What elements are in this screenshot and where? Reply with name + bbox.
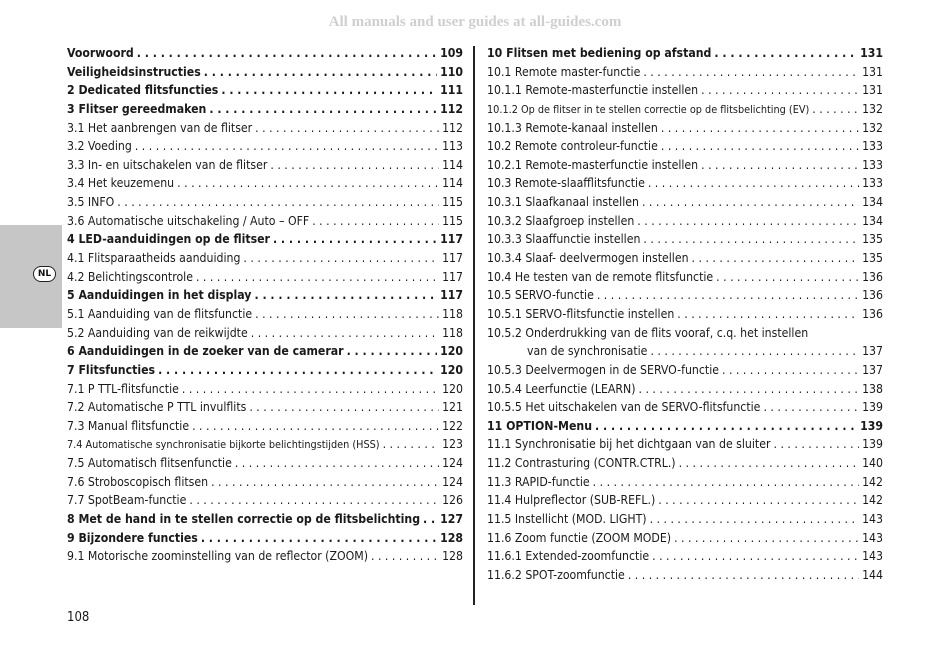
toc-entry-title: 7.2 Automatische P TTL invulflits — [67, 400, 247, 415]
toc-entry-page: 131 — [860, 46, 883, 60]
toc-entry-page: 118 — [442, 325, 463, 340]
toc-entry — [67, 512, 463, 531]
toc-entry-title: 10.3.4 Slaaf- deelvermogen instellen — [487, 251, 689, 266]
toc-entry — [487, 307, 883, 326]
toc-entry — [67, 214, 463, 233]
toc-entry-title: 7.1 P TTL-flitsfunctie — [67, 381, 179, 396]
toc-entry-title: 10.1.3 Remote-kanaal instellen — [487, 120, 658, 135]
toc-entry — [67, 344, 463, 363]
toc-entry-page: 122 — [442, 418, 463, 433]
toc-leader-dots — [189, 493, 439, 507]
toc-leader-dots — [158, 363, 437, 377]
toc-entry-page: 120 — [440, 344, 463, 359]
toc-entry — [487, 382, 883, 401]
toc-entry — [487, 158, 883, 177]
toc-entry-title: 10 Flitsen met bediening op afstand — [487, 46, 712, 60]
toc-entry — [67, 232, 463, 251]
toc-entry-title: 10.5 SERVO-functie — [487, 288, 594, 303]
toc-entry-page: 115 — [442, 213, 463, 228]
toc-entry-title: 7.5 Automatisch flitsenfunctie — [67, 456, 232, 471]
toc-entry-page: 117 — [440, 232, 463, 247]
toc-leader-dots — [701, 83, 859, 97]
toc-entry-page: 134 — [862, 213, 883, 228]
toc-leader-dots — [204, 65, 437, 79]
toc-entry-page: 110 — [440, 64, 463, 79]
toc-entry-title: 10.5.1 SERVO-flitsfunctie instellen — [487, 306, 675, 321]
toc-entry-title: 5.1 Aanduiding van de flitsfunctie — [67, 306, 253, 321]
toc-entry-title: 10.3 Remote-slaafflitsfunctie — [487, 176, 645, 191]
toc-entry — [67, 83, 463, 102]
toc-entry-title: 11.1 Synchronisatie bij het dichtgaan van de sluiter — [487, 437, 771, 452]
toc-leader-dots — [639, 382, 860, 396]
toc-leader-dots — [812, 102, 859, 116]
toc-entry-page: 137 — [862, 362, 883, 377]
toc-leader-dots — [642, 195, 859, 209]
toc-entry — [67, 270, 463, 289]
watermark: All manuals and user guides at all-guides.com — [328, 14, 622, 30]
toc-entry-page: 114 — [442, 176, 463, 191]
toc-entry-page: 120 — [442, 381, 463, 396]
toc-entry-title: 7 Flitsfuncties — [67, 362, 156, 377]
toc-entry — [67, 456, 463, 475]
toc-leader-dots — [209, 102, 437, 116]
toc-entry-page: 128 — [440, 530, 463, 545]
toc-entry-title: 7.7 SpotBeam-functie — [67, 493, 187, 508]
toc-entry — [487, 531, 883, 550]
toc-entry-title: 10.3.3 Slaaffunctie instellen — [487, 232, 641, 247]
toc-entry-title: 11.6 Zoom functie (ZOOM MODE) — [487, 530, 672, 545]
toc-leader-dots — [661, 139, 859, 153]
toc-entry-title: 10.5.3 Deelvermogen in de SERVO-functie — [487, 362, 719, 377]
toc-entry — [67, 419, 463, 438]
toc-entry — [67, 158, 463, 177]
toc-leader-dots — [593, 475, 859, 489]
toc-entry — [67, 382, 463, 401]
toc-entry — [487, 121, 883, 140]
toc-entry — [487, 344, 883, 363]
toc-entry-page: 139 — [862, 400, 883, 415]
toc-entry-page: 117 — [442, 251, 463, 266]
toc-entry-title: 3 Flitser gereedmaken — [67, 101, 207, 116]
toc-entry-page: 120 — [440, 362, 463, 377]
toc-leader-dots — [255, 121, 439, 135]
toc-entry — [487, 65, 883, 84]
toc-entry-page: 121 — [442, 400, 463, 415]
toc-entry — [487, 232, 883, 251]
toc-entry — [487, 46, 883, 65]
toc-entry — [67, 65, 463, 84]
toc-entry-page: 128 — [442, 549, 463, 564]
toc-entry-title: 8 Met de hand in te stellen correctie op de flitsbelichting — [67, 512, 421, 527]
toc-entry-page: 143 — [862, 549, 883, 564]
toc-entry — [67, 531, 463, 550]
toc-leader-dots — [595, 419, 857, 433]
toc-entry-page: 143 — [862, 530, 883, 545]
toc-leader-dots — [255, 307, 439, 321]
toc-leader-dots — [201, 531, 437, 545]
toc-entry-page: 117 — [442, 269, 463, 284]
toc-entry-page: 126 — [442, 493, 463, 508]
toc-leader-dots — [371, 549, 439, 563]
toc-entry-title: 3.2 Voeding — [67, 139, 132, 154]
toc-leader-dots — [701, 158, 859, 172]
toc-entry — [67, 437, 463, 456]
toc-leader-dots — [714, 46, 857, 60]
toc-entry-title: 9 Bijzondere functies — [67, 530, 198, 545]
toc-leader-dots — [773, 437, 859, 451]
toc-entry-page: 118 — [442, 306, 463, 321]
toc-leader-dots — [674, 531, 859, 545]
toc-entry-title: 10.3.1 Slaafkanaal instellen — [487, 195, 639, 210]
toc-entry — [487, 437, 883, 456]
toc-entry-page: 134 — [862, 195, 883, 210]
toc-leader-dots — [628, 568, 859, 582]
toc-entry-page: 139 — [860, 418, 883, 433]
toc-leader-dots — [677, 307, 859, 321]
toc-entry-title: 11.6.1 Extended-zoomfunctie — [487, 549, 650, 564]
toc-entry-title: 10.5.5 Het uitschakelen van de SERVO-flitsfunctie — [487, 400, 761, 415]
toc-leader-dots — [716, 270, 859, 284]
toc-entry — [67, 400, 463, 419]
toc-leader-dots — [722, 363, 859, 377]
toc-entry — [67, 251, 463, 270]
toc-entry-page: 142 — [862, 474, 883, 489]
toc-leader-dots — [235, 456, 439, 470]
toc-leader-dots — [658, 493, 859, 507]
toc-leader-dots — [254, 288, 437, 302]
toc-leader-dots — [423, 512, 437, 526]
toc-entry-page: 133 — [862, 139, 883, 154]
toc-leader-dots — [249, 400, 439, 414]
toc-entry-title: 6 Aanduidingen in de zoeker van de camerar — [67, 344, 344, 359]
toc-leader-dots — [270, 158, 439, 172]
toc-entry-page: 138 — [862, 381, 883, 396]
toc-leader-dots — [643, 65, 859, 79]
toc-entry — [487, 363, 883, 382]
toc-entry — [487, 400, 883, 419]
toc-entry — [67, 493, 463, 512]
toc-entry-page: 136 — [862, 306, 883, 321]
toc-leader-dots — [692, 251, 860, 265]
toc-entry-title: 4 LED-aanduidingen op de flitser — [67, 232, 270, 247]
toc-entry — [487, 251, 883, 270]
toc-entry — [487, 214, 883, 233]
toc-leader-dots — [347, 344, 438, 358]
toc-entry-title: 10.2 Remote controleur-functie — [487, 139, 658, 154]
toc-entry — [487, 419, 883, 438]
toc-entry-page: 133 — [862, 157, 883, 172]
toc-entry-page: 133 — [862, 176, 883, 191]
toc-leader-dots — [661, 121, 859, 135]
toc-entry-title: 3.6 Automatische uitschakeling / Auto – OFF — [67, 213, 310, 228]
toc-leader-dots — [637, 214, 859, 228]
toc-entry-page: 131 — [862, 83, 883, 98]
toc-entry-title: 2 Dedicated flitsfuncties — [67, 83, 219, 98]
toc-entry-page: 111 — [440, 83, 463, 98]
toc-entry-page: 135 — [862, 251, 883, 266]
toc-entry-page: 124 — [442, 474, 463, 489]
language-badge: NL — [33, 266, 56, 282]
toc-entry-page: 114 — [442, 157, 463, 172]
column-divider — [473, 46, 475, 605]
toc-leader-dots — [221, 83, 437, 97]
toc-entry-page: 115 — [442, 195, 463, 210]
toc-entry-title: 3.5 INFO — [67, 195, 115, 210]
toc-entry-title: 4.2 Belichtingscontrole — [67, 269, 193, 284]
toc-entry-title: Veiligheidsinstructies — [67, 64, 201, 79]
toc-entry-title: 10.5.4 Leerfunctie (LEARN) — [487, 381, 636, 396]
toc-entry-title: 3.3 In- en uitschakelen van de flitser — [67, 157, 268, 172]
toc-entry-page: 109 — [440, 46, 463, 60]
toc-entry-title: 7.3 Manual flitsfunctie — [67, 418, 190, 433]
toc-entry-title: 5.2 Aanduiding van de reikwijdte — [67, 325, 248, 340]
toc-left-column — [67, 46, 463, 568]
toc-leader-dots — [137, 46, 437, 60]
toc-entry-page: 112 — [442, 120, 463, 135]
toc-entry-page: 117 — [440, 288, 463, 303]
toc-entry-page: 135 — [862, 232, 883, 247]
toc-entry — [487, 195, 883, 214]
toc-entry — [487, 549, 883, 568]
toc-entry-title: 4.1 Flitsparaatheids aanduiding — [67, 251, 241, 266]
toc-entry — [487, 456, 883, 475]
toc-leader-dots — [243, 251, 439, 265]
toc-entry-title: 11.2 Contrasturing (CONTR.CTRL.) — [487, 456, 676, 471]
toc-entry — [67, 176, 463, 195]
toc-leader-dots — [182, 382, 439, 396]
toc-entry — [487, 102, 883, 121]
toc-leader-dots — [251, 326, 439, 340]
toc-entry-page: 112 — [440, 101, 463, 116]
toc-leader-dots — [648, 176, 859, 190]
toc-right-column — [487, 46, 883, 587]
toc-leader-dots — [763, 400, 859, 414]
toc-entry-page: 132 — [862, 120, 883, 135]
toc-entry — [487, 288, 883, 307]
toc-entry-title: 3.1 Het aanbrengen van de flitser — [67, 120, 253, 135]
toc-entry-page: 140 — [862, 456, 883, 471]
toc-entry — [67, 326, 463, 345]
toc-entry-title: 10.3.2 Slaafgroep instellen — [487, 213, 635, 228]
toc-entry-title: 11.3 RAPID-functie — [487, 474, 590, 489]
toc-entry — [487, 493, 883, 512]
toc-entry-page: 113 — [442, 139, 463, 154]
toc-entry-title: 11 OPTION-Menu — [487, 418, 592, 433]
toc-leader-dots — [117, 195, 439, 209]
toc-entry-page: 127 — [440, 512, 463, 527]
toc-entry-page: 143 — [862, 512, 883, 527]
page-number: 108 — [67, 610, 90, 625]
toc-leader-dots — [273, 232, 437, 246]
toc-entry — [487, 475, 883, 494]
toc-entry-page: 142 — [862, 493, 883, 508]
toc-leader-dots — [135, 139, 439, 153]
toc-entry-title: van de synchronisatie — [527, 344, 648, 359]
toc-entry — [67, 549, 463, 568]
toc-entry-title: 10.1.1 Remote-masterfunctie instellen — [487, 83, 699, 98]
toc-entry — [67, 46, 463, 65]
toc-entry-title: 10.4 He testen van de remote flitsfunctie — [487, 269, 714, 284]
toc-leader-dots — [643, 232, 859, 246]
toc-entry — [487, 568, 883, 587]
toc-entry-page: 144 — [862, 567, 883, 582]
toc-entry-title: 3.4 Het keuzemenu — [67, 176, 175, 191]
toc-entry-title: 10.5.2 Onderdrukking van de flits vooraf, c.q. het instellen — [487, 325, 809, 340]
toc-entry-page: 136 — [862, 288, 883, 303]
toc-leader-dots — [679, 456, 859, 470]
toc-entry — [487, 83, 883, 102]
toc-entry — [487, 270, 883, 289]
toc-entry — [67, 195, 463, 214]
toc-entry-title: 9.1 Motorische zoominstelling van de reflector (ZOOM) — [67, 549, 368, 564]
toc-entry-page: 124 — [442, 456, 463, 471]
toc-entry-page: 132 — [862, 101, 883, 116]
toc-leader-dots — [177, 176, 439, 190]
toc-entry-title: 10.1.2 Op de flitser in te stellen correctie op de flitsbelichting (EV) — [487, 102, 810, 116]
toc-entry-title: 7.4 Automatische synchronisatie bijkorte belichtingstijden (HSS) — [67, 438, 380, 452]
toc-leader-dots — [650, 344, 859, 358]
toc-entry-page: 136 — [862, 269, 883, 284]
toc-leader-dots — [652, 549, 859, 563]
toc-entry-page: 137 — [862, 344, 883, 359]
toc-leader-dots — [196, 270, 439, 284]
toc-entry — [67, 288, 463, 307]
toc-entry — [487, 512, 883, 531]
toc-entry-page: 123 — [442, 437, 463, 452]
toc-entry-title: 11.5 Instellicht (MOD. LIGHT) — [487, 512, 647, 527]
toc-entry-title: 11.4 Hulpreflector (SUB-REFL.) — [487, 493, 656, 508]
toc-entry — [67, 139, 463, 158]
toc-entry — [487, 176, 883, 195]
toc-leader-dots — [383, 437, 439, 451]
toc-entry-title: 11.6.2 SPOT-zoomfunctie — [487, 567, 625, 582]
toc-entry — [487, 326, 883, 345]
toc-leader-dots — [312, 214, 439, 228]
toc-entry — [487, 139, 883, 158]
toc-entry — [67, 363, 463, 382]
toc-entry — [67, 307, 463, 326]
toc-leader-dots — [192, 419, 439, 433]
toc-entry — [67, 102, 463, 121]
toc-entry-title: 10.1 Remote master-functie — [487, 64, 641, 79]
toc-entry-title: 7.6 Stroboscopisch flitsen — [67, 474, 209, 489]
toc-entry-title: Voorwoord — [67, 46, 134, 60]
toc-entry — [67, 121, 463, 140]
toc-leader-dots — [597, 288, 859, 302]
toc-entry-page: 131 — [862, 64, 883, 79]
toc-leader-dots — [650, 512, 860, 526]
toc-entry — [67, 475, 463, 494]
toc-entry-page: 139 — [862, 437, 883, 452]
toc-entry-title: 10.2.1 Remote-masterfunctie instellen — [487, 157, 699, 172]
toc-entry-title: 5 Aanduidingen in het display — [67, 288, 252, 303]
toc-leader-dots — [211, 475, 439, 489]
